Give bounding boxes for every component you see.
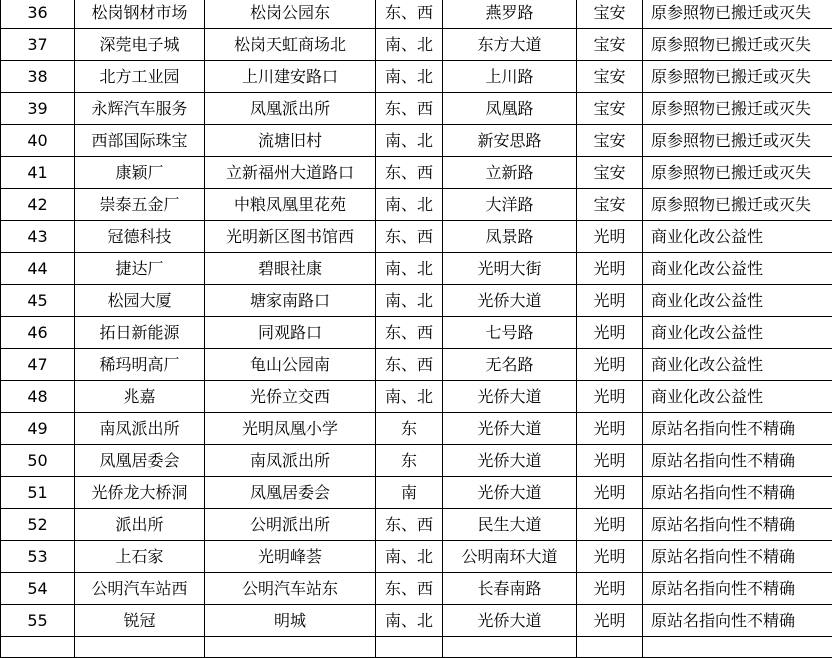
cell-old-station-name: 冠德科技 [75,221,205,253]
table-row [1,413,832,445]
cell-new-station-name: 上川建安路口 [205,61,376,93]
table-row [1,381,832,413]
cell-direction: 东、西 [376,157,443,189]
cell-new-station-name: 凤凰居委会 [205,477,376,509]
cell-reason: 原站名指向性不精确 [643,541,832,573]
cell-district: 光明 [577,317,643,349]
cell-district: 光明 [577,253,643,285]
cell-new-station-name: 光明新区图书馆西 [205,221,376,253]
cell-road: 凤凰路 [443,93,577,125]
cell-district: 宝安 [577,189,643,221]
empty-cell [376,637,443,658]
cell-reason: 商业化改公益性 [643,317,832,349]
table-row [1,125,832,157]
cell-number: 38 [1,61,75,93]
cell-old-station-name: 深莞电子城 [75,29,205,61]
cell-district: 光明 [577,573,643,605]
cell-new-station-name: 南凤派出所 [205,445,376,477]
cell-new-station-name: 塘家南路口 [205,285,376,317]
cell-district: 光明 [577,285,643,317]
cell-reason: 原站名指向性不精确 [643,573,832,605]
cell-old-station-name: 光侨龙大桥洞 [75,477,205,509]
table-row [1,573,832,605]
table-row [1,349,832,381]
cell-reason: 原参照物已搬迁或灭失 [643,61,832,93]
cell-new-station-name: 流塘旧村 [205,125,376,157]
cell-old-station-name: 康颖厂 [75,157,205,189]
cell-reason: 商业化改公益性 [643,221,832,253]
cell-road: 光侨大道 [443,413,577,445]
table-row [1,317,832,349]
cell-direction: 南、北 [376,381,443,413]
cell-new-station-name: 碧眼社康 [205,253,376,285]
table-row [1,285,832,317]
cell-old-station-name: 稀玛明高厂 [75,349,205,381]
cell-direction: 南 [376,477,443,509]
table-row [1,253,832,285]
cell-new-station-name: 中粮凤凰里花苑 [205,189,376,221]
cell-road: 光明大街 [443,253,577,285]
cell-new-station-name: 凤凰派出所 [205,93,376,125]
cell-number: 53 [1,541,75,573]
cell-new-station-name: 松岗公园东 [205,0,376,29]
cell-new-station-name: 光明峰荟 [205,541,376,573]
empty-cell [643,637,832,658]
cell-road: 东方大道 [443,29,577,61]
cell-direction: 东 [376,445,443,477]
empty-cell [75,637,205,658]
cell-new-station-name: 松岗天虹商场北 [205,29,376,61]
cell-old-station-name: 南凤派出所 [75,413,205,445]
cell-direction: 南、北 [376,29,443,61]
cell-reason: 原站名指向性不精确 [643,605,832,637]
cell-direction: 南、北 [376,605,443,637]
cell-reason: 原站名指向性不精确 [643,445,832,477]
cell-old-station-name: 兆嘉 [75,381,205,413]
cell-old-station-name: 上石家 [75,541,205,573]
cell-direction: 东、西 [376,317,443,349]
cell-number: 41 [1,157,75,189]
cell-number: 39 [1,93,75,125]
cell-direction: 东、西 [376,0,443,29]
table-row [1,605,832,637]
cell-number: 43 [1,221,75,253]
cell-road: 新安思路 [443,125,577,157]
cell-reason: 商业化改公益性 [643,253,832,285]
cell-direction: 南、北 [376,189,443,221]
cell-reason: 原参照物已搬迁或灭失 [643,0,832,29]
table-row [1,61,832,93]
cell-reason: 原参照物已搬迁或灭失 [643,93,832,125]
cell-reason: 商业化改公益性 [643,349,832,381]
table-row [1,189,832,221]
cell-road: 光侨大道 [443,445,577,477]
cell-new-station-name: 同观路口 [205,317,376,349]
empty-cell [1,637,75,658]
cell-road: 民生大道 [443,509,577,541]
table-row [1,541,832,573]
cell-direction: 东、西 [376,93,443,125]
cell-road: 长春南路 [443,573,577,605]
cell-road: 凤景路 [443,221,577,253]
cell-old-station-name: 公明汽车站西 [75,573,205,605]
cell-road: 七号路 [443,317,577,349]
cell-district: 宝安 [577,0,643,29]
cell-direction: 东、西 [376,349,443,381]
cell-number: 49 [1,413,75,445]
empty-cell [443,637,577,658]
cell-direction: 南、北 [376,253,443,285]
cell-direction: 南、北 [376,61,443,93]
cell-direction: 东、西 [376,573,443,605]
cell-direction: 南、北 [376,285,443,317]
cell-new-station-name: 光明凤凰小学 [205,413,376,445]
cell-direction: 东 [376,413,443,445]
cell-reason: 原站名指向性不精确 [643,509,832,541]
table-row [1,93,832,125]
cell-number: 40 [1,125,75,157]
cell-district: 宝安 [577,157,643,189]
cell-new-station-name: 立新福州大道路口 [205,157,376,189]
cell-number: 51 [1,477,75,509]
empty-cell [205,637,376,658]
table-row [1,221,832,253]
cell-old-station-name: 松园大厦 [75,285,205,317]
cell-reason: 原参照物已搬迁或灭失 [643,157,832,189]
cell-number: 37 [1,29,75,61]
table-body [1,0,832,658]
cell-road: 光侨大道 [443,381,577,413]
cell-number: 50 [1,445,75,477]
cell-district: 光明 [577,381,643,413]
cell-direction: 东、西 [376,509,443,541]
table-row [1,477,832,509]
cell-reason: 原参照物已搬迁或灭失 [643,189,832,221]
cell-road: 光侨大道 [443,477,577,509]
cell-old-station-name: 崇泰五金厂 [75,189,205,221]
cell-new-station-name: 龟山公园南 [205,349,376,381]
cell-new-station-name: 光侨立交西 [205,381,376,413]
cell-district: 光明 [577,445,643,477]
cell-old-station-name: 拓日新能源 [75,317,205,349]
cell-new-station-name: 公明汽车站东 [205,573,376,605]
cell-number: 45 [1,285,75,317]
cell-number: 46 [1,317,75,349]
cell-road: 无名路 [443,349,577,381]
cell-district: 光明 [577,541,643,573]
cell-new-station-name: 公明派出所 [205,509,376,541]
cell-reason: 商业化改公益性 [643,381,832,413]
cell-number: 52 [1,509,75,541]
cell-road: 立新路 [443,157,577,189]
table-row [1,509,832,541]
cell-old-station-name: 永辉汽车服务 [75,93,205,125]
cell-reason: 原站名指向性不精确 [643,477,832,509]
cell-district: 光明 [577,349,643,381]
cell-road: 光侨大道 [443,285,577,317]
cell-old-station-name: 派出所 [75,509,205,541]
cell-number: 42 [1,189,75,221]
cell-district: 光明 [577,413,643,445]
cell-road: 公明南环大道 [443,541,577,573]
cell-direction: 南、北 [376,541,443,573]
cell-direction: 东、西 [376,221,443,253]
cell-district: 宝安 [577,29,643,61]
table-row [1,445,832,477]
cell-district: 光明 [577,221,643,253]
cell-road: 光侨大道 [443,605,577,637]
cell-district: 光明 [577,477,643,509]
table-row [1,157,832,189]
cell-new-station-name: 明城 [205,605,376,637]
cell-reason: 原参照物已搬迁或灭失 [643,29,832,61]
cell-district: 宝安 [577,93,643,125]
table-row-partial [1,637,832,658]
empty-cell [577,637,643,658]
cell-old-station-name: 锐冠 [75,605,205,637]
cell-number: 55 [1,605,75,637]
cell-district: 宝安 [577,125,643,157]
cell-number: 54 [1,573,75,605]
cell-road: 上川路 [443,61,577,93]
cell-number: 48 [1,381,75,413]
cell-district: 光明 [577,605,643,637]
cell-reason: 原站名指向性不精确 [643,413,832,445]
cell-old-station-name: 捷达厂 [75,253,205,285]
cell-reason: 商业化改公益性 [643,285,832,317]
cell-old-station-name: 松岗钢材市场 [75,0,205,29]
cell-district: 光明 [577,509,643,541]
cell-reason: 原参照物已搬迁或灭失 [643,125,832,157]
cell-old-station-name: 西部国际珠宝 [75,125,205,157]
cell-number: 47 [1,349,75,381]
table-row [1,0,832,29]
table-row [1,29,832,61]
cell-district: 宝安 [577,61,643,93]
cell-number: 44 [1,253,75,285]
cell-number: 36 [1,0,75,29]
cell-old-station-name: 北方工业园 [75,61,205,93]
cell-direction: 南、北 [376,125,443,157]
cell-road: 燕罗路 [443,0,577,29]
cell-road: 大洋路 [443,189,577,221]
cell-old-station-name: 凤凰居委会 [75,445,205,477]
